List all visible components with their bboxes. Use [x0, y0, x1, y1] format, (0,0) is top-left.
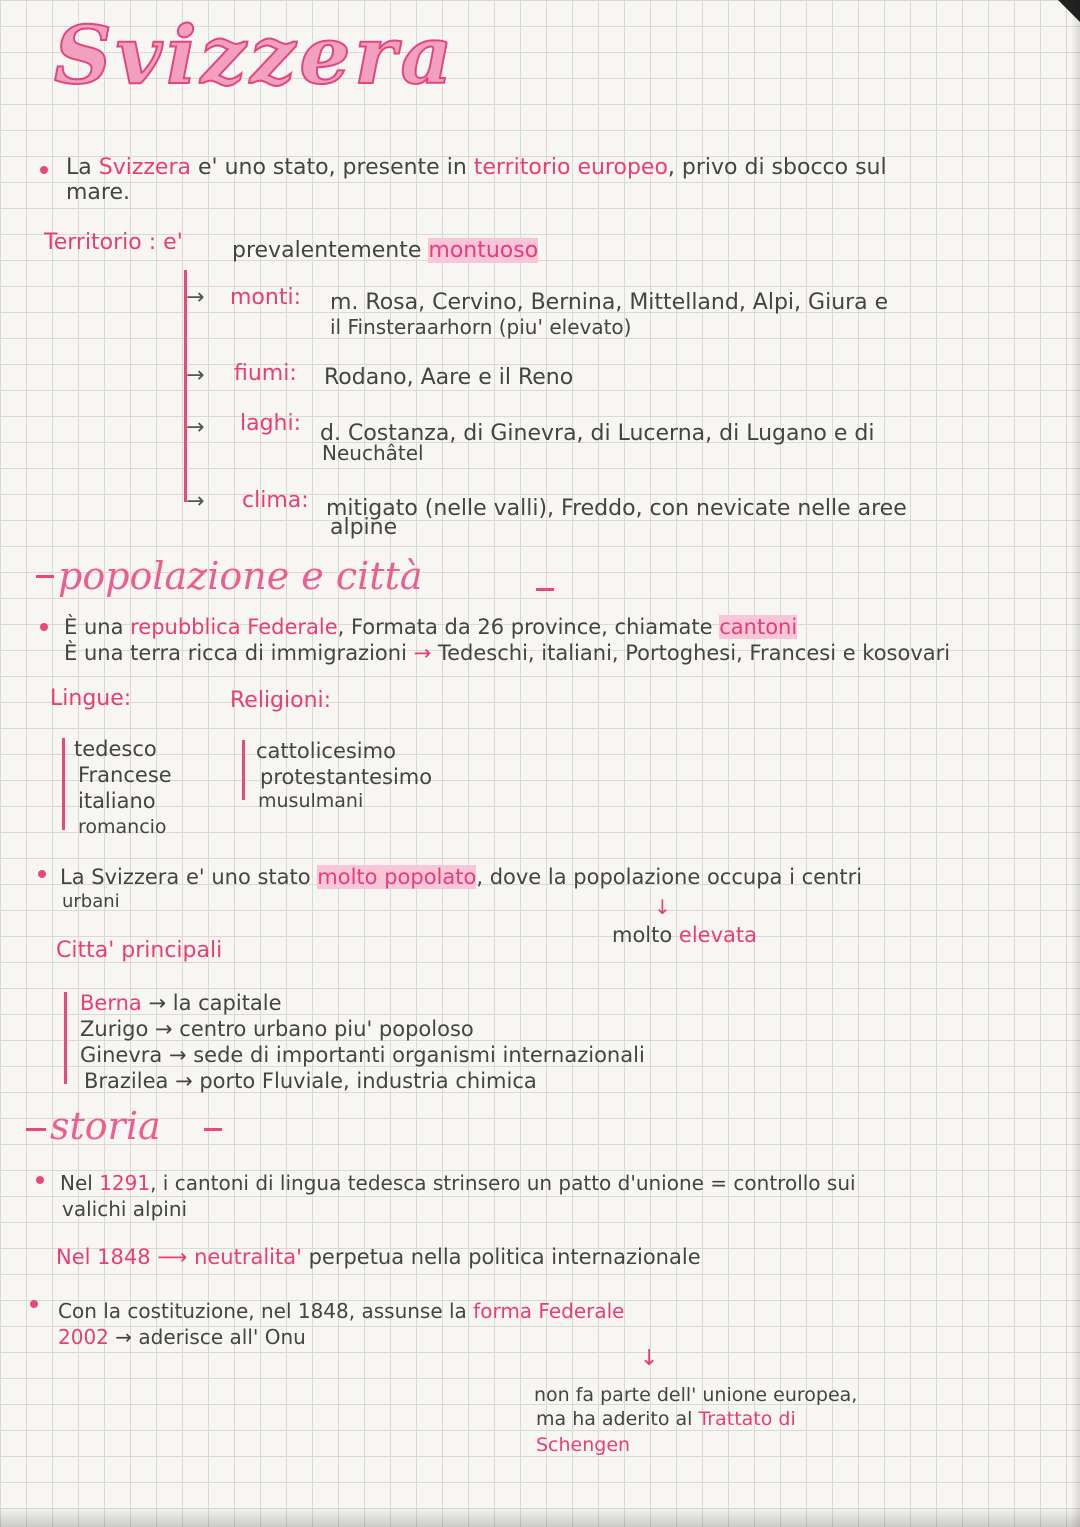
pop-line-1: È una repubblica Federale, Formata da 26 province, chiamate cantoni — [64, 615, 798, 639]
bullet-icon — [40, 623, 48, 631]
territorio-desc: prevalentemente montuoso — [232, 238, 539, 263]
arrow-down-icon: ↓ — [640, 1346, 659, 1371]
citta-row: Ginevra → sede di importanti organismi internazionali — [80, 1043, 645, 1067]
laghi-text-1: d. Costanza, di Ginevra, di Lucerna, di Lugano e di — [320, 421, 875, 446]
religione-item: protestantesimo — [260, 765, 433, 789]
citta-row: Brazilea → porto Fluviale, industria chimica — [84, 1069, 537, 1093]
citta-label: Citta' principali — [56, 938, 223, 963]
bullet-icon — [40, 166, 48, 174]
pop-line-2: È una terra ricca di immigrazioni → Tedeschi, italiani, Portoghesi, Francesi e kosovari — [64, 641, 951, 665]
molto-elevata: molto elevata — [612, 923, 757, 947]
storia-line-1b: valichi alpini — [62, 1197, 188, 1221]
clima-text-1: mitigato (nelle valli), Freddo, con nevicate nelle aree — [326, 496, 907, 521]
page-edge — [1072, 0, 1080, 1527]
heading-dash — [204, 1128, 222, 1131]
religione-item: cattolicesimo — [256, 739, 396, 763]
section-heading-popolazione: popolazione e città — [58, 554, 423, 598]
lingua-item: italiano — [78, 789, 156, 813]
territorio-label: Territorio : e' — [44, 230, 183, 255]
arrow-down-icon: ↓ — [654, 895, 671, 919]
citta-list-bar — [64, 992, 67, 1084]
monti-label: monti: — [230, 285, 301, 310]
note-line-2: ma ha aderito al Trattato di — [536, 1408, 796, 1430]
laghi-text-2: Neuchâtel — [322, 441, 424, 465]
arrow-icon: → — [186, 415, 205, 440]
clima-label: clima: — [242, 488, 309, 513]
citta-row: Berna → la capitale — [80, 991, 282, 1015]
bullet-icon — [38, 870, 46, 878]
bullet-icon — [30, 1300, 38, 1308]
lingue-label: Lingue: — [50, 686, 132, 711]
lingue-list-bar — [62, 738, 65, 830]
citta-row: Zurigo → centro urbano piu' popoloso — [80, 1017, 474, 1041]
bullet-icon — [36, 1176, 44, 1184]
pop-density-line: La Svizzera e' uno stato molto popolato, dove la popolazione occupa i centri — [60, 865, 863, 889]
religioni-label: Religioni: — [230, 688, 332, 713]
fiumi-label: fiumi: — [234, 361, 297, 386]
religioni-list-bar — [242, 740, 245, 800]
lingua-item: tedesco — [74, 737, 157, 761]
intro-line-2: mare. — [66, 180, 131, 205]
heading-dash — [26, 1128, 46, 1131]
clima-text-2: alpine — [330, 515, 398, 540]
arrow-icon: → — [186, 285, 205, 310]
storia-line-3: Con la costituzione, nel 1848, assunse la forma Federale — [58, 1299, 625, 1323]
note-line-3: Schengen — [536, 1434, 631, 1456]
arrow-icon: → — [186, 489, 205, 514]
note-line-1: non fa parte dell' unione europea, — [534, 1384, 858, 1406]
arrow-icon: → — [186, 363, 205, 388]
monti-text-1: m. Rosa, Cervino, Bernina, Mittelland, Alpi, Giura e — [330, 290, 889, 315]
heading-dash — [36, 575, 54, 578]
page-edge-bottom — [0, 1507, 1080, 1527]
page-title: Svizzera — [54, 8, 457, 102]
storia-line-2: Nel 1848 ⟶ neutralita' perpetua nella politica internazionale — [56, 1245, 701, 1269]
monti-text-2: il Finsteraarhorn (piu' elevato) — [330, 315, 632, 339]
storia-line-4: 2002 → aderisce all' Onu — [58, 1325, 306, 1349]
heading-dash — [536, 588, 554, 591]
intro-line-1: La Svizzera e' uno stato, presente in territorio europeo, privo di sbocco sul — [66, 155, 887, 180]
section-heading-storia: storia — [50, 1104, 161, 1148]
religione-item: musulmani — [258, 790, 364, 812]
lingua-item: Francese — [78, 763, 172, 787]
storia-line-1: Nel 1291, i cantoni di lingua tedesca strinsero un patto d'unione = controllo sui — [60, 1171, 856, 1195]
pop-density-line-2: urbani — [62, 891, 120, 912]
fiumi-text: Rodano, Aare e il Reno — [324, 365, 574, 390]
lingua-item: romancio — [78, 816, 167, 838]
laghi-label: laghi: — [240, 411, 302, 436]
